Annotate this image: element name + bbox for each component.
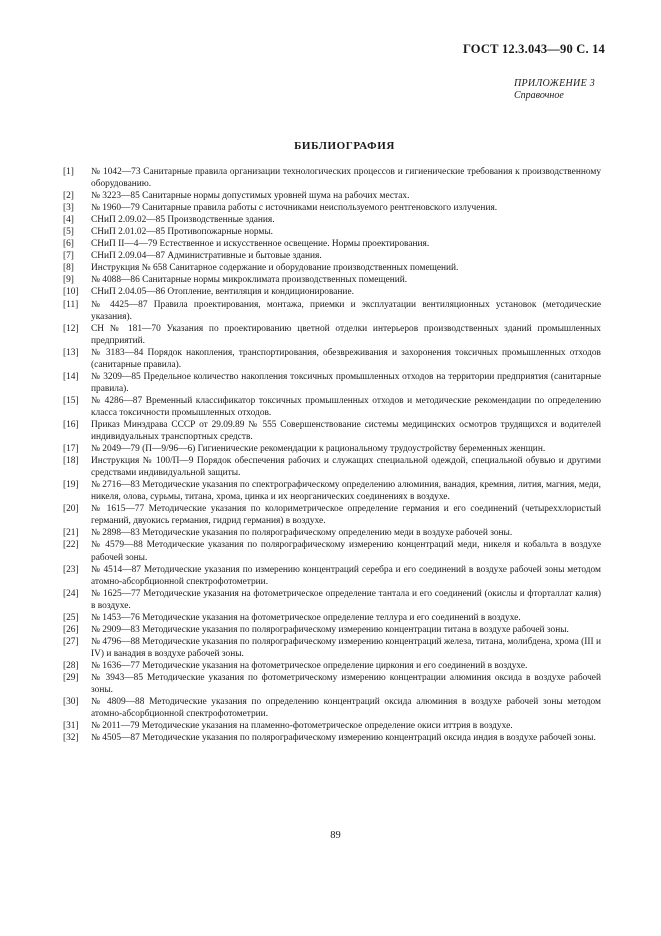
appendix-label: ПРИЛОЖЕНИЕ 3 <box>514 78 596 89</box>
bibliography-entry <box>63 214 601 226</box>
entry-number: [16] <box>63 419 79 430</box>
bibliography-entry <box>63 226 601 238</box>
entry-number: [11] <box>63 299 79 310</box>
entry-text: № 4514—87 Методические указания по измерению концентраций серебра и его соединений в воздухе рабочей зоны методом атомно-абсорбционной спектрофотометрии. <box>91 564 601 587</box>
bibliography-entry <box>63 636 601 660</box>
entry-number: [14] <box>63 371 79 382</box>
entry-number: [22] <box>63 540 79 551</box>
entry-number: [9] <box>63 275 74 286</box>
entry-number: [28] <box>63 660 79 671</box>
entry-text: Инструкция № 658 Санитарное содержание и оборудование производственных помещений. <box>91 263 459 274</box>
entry-number: [17] <box>63 444 79 455</box>
entry-text: № 4796—88 Методические указания по полярографическому измерению концентраций железа, титана, молибдена, хрома (III и IV) и ванадия в воздухе рабочей зоны. <box>91 636 601 659</box>
bibliography-entry <box>63 347 601 371</box>
entry-number: [3] <box>63 203 74 214</box>
bibliography-entry <box>63 166 601 190</box>
entry-number: [23] <box>63 564 79 575</box>
entry-number: [25] <box>63 612 79 623</box>
entry-text: № 2716—83 Методические указания по спектрографическому определению алюминия, ванадия, кремния, лития, магния, меди, никеля, олова, сурьмы, титана, хрома, цинка и их неорганических соединениях в воздухе. <box>91 480 601 503</box>
entry-text: СНиП 2.04.05—86 Отопление, вентиляция и кондиционирование. <box>91 287 354 298</box>
page-title: БИБЛИОГРАФИЯ <box>294 140 395 152</box>
bibliography-entry <box>63 564 601 588</box>
entry-number: [6] <box>63 239 74 250</box>
bibliography-entry <box>63 299 601 323</box>
entry-number: [15] <box>63 395 79 406</box>
entry-number: [4] <box>63 215 74 226</box>
bibliography-entry <box>63 190 601 202</box>
entry-number: [27] <box>63 636 79 647</box>
bibliography-entry <box>63 612 601 624</box>
bibliography-entry <box>63 720 601 732</box>
appendix-type: Справочное <box>514 90 564 101</box>
entry-text: № 1625—77 Методические указания на фотометрическое определение тантала и его соединений (окислы и фторталлат калия) в воздухе. <box>91 588 601 611</box>
bibliography-entry <box>63 455 601 479</box>
bibliography-entry <box>63 202 601 214</box>
bibliography-entry <box>63 696 601 720</box>
bibliography-entry <box>63 371 601 395</box>
bibliography-entry <box>63 323 601 347</box>
bibliography-entry <box>63 419 601 443</box>
entry-text: № 2909—83 Методические указания по полярографическому измерению концентрации титана в воздухе рабочей зоны. <box>91 624 569 635</box>
page-header-standard-code: ГОСТ 12.3.043—90 С. 14 <box>462 42 605 56</box>
entry-text: СНиП 2.09.02—85 Производственные здания. <box>91 215 275 226</box>
entry-text: № 2011—79 Методические указания на пламенно-фотометрическое определение окиси иттрия в воздухе. <box>91 721 513 732</box>
entry-text: № 1615—77 Методические указания по колориметрическое определение германия и его соединений (четыреххлористый германий, двуокись германия, гидрид германия) в воздухе. <box>91 504 601 527</box>
entry-number: [8] <box>63 263 74 274</box>
entry-number: [21] <box>63 528 79 539</box>
bibliography-entry <box>63 238 601 250</box>
entry-text: СН № 181—70 Указания по проектированию цветной отделки интерьеров производственных зданий промышленных предприятий. <box>91 323 601 346</box>
entry-text: № 1042—73 Санитарные правила организации технологических процессов и гигиенические требования к производственному оборудованию. <box>91 167 601 190</box>
bibliography-entry <box>63 286 601 298</box>
entry-number: [26] <box>63 624 79 635</box>
bibliography-entry <box>63 479 601 503</box>
entry-text: № 2898—83 Методические указания по полярографическому определению меди в воздухе рабочей зоны. <box>91 528 513 539</box>
bibliography-entry <box>63 624 601 636</box>
entry-text: № 3223—85 Санитарные нормы допустимых уровней шума на рабочих местах. <box>91 191 410 202</box>
bibliography-entry <box>63 539 601 563</box>
entry-text: Приказ Минздрава СССР от 29.09.89 № 555 Совершенствование системы медицинских осмотров трудящихся и водителей индивидуальных транспортных средств. <box>91 419 601 443</box>
entry-text: № 4809—88 Методические указания по определению концентраций оксида алюминия в воздухе рабочей зоны методом атомно-абсорбционной спектрофотометрии. <box>91 697 601 720</box>
entry-text: № 2049—79 (П—9/96—6) Гигиенические рекомендации к рациональному трудоустройству беременных женщин. <box>91 444 546 455</box>
entry-text: № 1960—79 Санитарные правила работы с источниками неиспользуемого рентгеновского излучения. <box>91 203 498 214</box>
bibliography-entry <box>63 660 601 672</box>
bibliography-entry <box>63 588 601 612</box>
entry-text: № 4579—88 Методические указания по полярографическому измерению концентраций меди, никеля и кобальта в воздухе рабочей зоны. <box>91 540 601 563</box>
bibliography-entry <box>63 250 601 262</box>
entry-number: [30] <box>63 697 79 708</box>
entry-number: [10] <box>63 287 79 298</box>
entry-text: СНиП 2.09.04—87 Административные и бытовые здания. <box>91 251 322 262</box>
entry-text: № 3209—85 Предельное количество накопления токсичных промышленных отходов на территории предприятия (санитарные правила). <box>91 371 601 394</box>
entry-number: [29] <box>63 672 79 683</box>
entry-number: [24] <box>63 588 79 599</box>
entry-number: [31] <box>63 721 79 732</box>
entry-number: [2] <box>63 191 74 202</box>
entry-number: [1] <box>63 167 74 177</box>
entry-text: СНиП 2.01.02—85 Противопожарные нормы. <box>91 227 274 238</box>
entry-text: № 4088—86 Санитарные нормы микроклимата производственных помещений. <box>91 275 408 286</box>
entry-number: [7] <box>63 251 74 262</box>
entry-number: [13] <box>63 347 79 358</box>
entry-number: [20] <box>63 504 79 515</box>
appendix-label-block <box>514 78 595 102</box>
bibliography-entry <box>63 672 601 696</box>
entry-number: [19] <box>63 480 79 491</box>
entry-number: [12] <box>63 323 79 334</box>
entry-text: Инструкция № 100/П—9 Порядок обеспечения рабочих и служащих специальной одеждой, специальной обувью и другими средствами индивидуальной защиты. <box>91 456 601 479</box>
entry-text: № 3943—85 Методические указания по фотометрическому измерению концентрации алюминия оксида в воздухе рабочей зоны. <box>91 672 601 696</box>
bibliography-entry <box>63 395 601 419</box>
entry-text: СНиП II—4—79 Естественное и искусственное освещение. Нормы проектирования. <box>91 239 430 250</box>
entry-number: [5] <box>63 227 74 238</box>
bibliography-entry <box>63 527 601 539</box>
entry-text: № 4425—87 Правила проектирования, монтажа, приемки и эксплуатации вентиляционных установок (методические указания). <box>91 299 601 322</box>
entry-text: № 1636—77 Методические указания на фотометрическое определение циркония и его соединений в воздухе. <box>91 660 528 671</box>
entry-text: № 4286—87 Временный классификатор токсичных промышленных отходов и методические рекомендации по определению класса токсичности промышленных отходов. <box>91 395 601 418</box>
bibliography-entry <box>63 262 601 274</box>
entry-number: [32] <box>63 733 79 744</box>
bibliography-entry <box>63 274 601 286</box>
bibliography-entry <box>63 503 601 527</box>
entry-text: № 1453—76 Методические указания на фотометрическое определение теллура и его соединений в воздухе. <box>91 612 521 623</box>
entry-text: № 4505—87 Методические указания по полярографическому измерению концентраций оксида индия в воздухе рабочей зоны. <box>91 733 596 744</box>
bibliography-entry <box>63 732 601 744</box>
entry-number: [18] <box>63 456 79 467</box>
bibliography-list <box>63 166 601 744</box>
page-number: 89 <box>330 830 341 841</box>
bibliography-entry <box>63 443 601 455</box>
entry-text: № 3183—84 Порядок накопления, транспортирования, обезвреживания и захоронения токсичных промышленных отходов (санитарные правила). <box>91 347 601 370</box>
